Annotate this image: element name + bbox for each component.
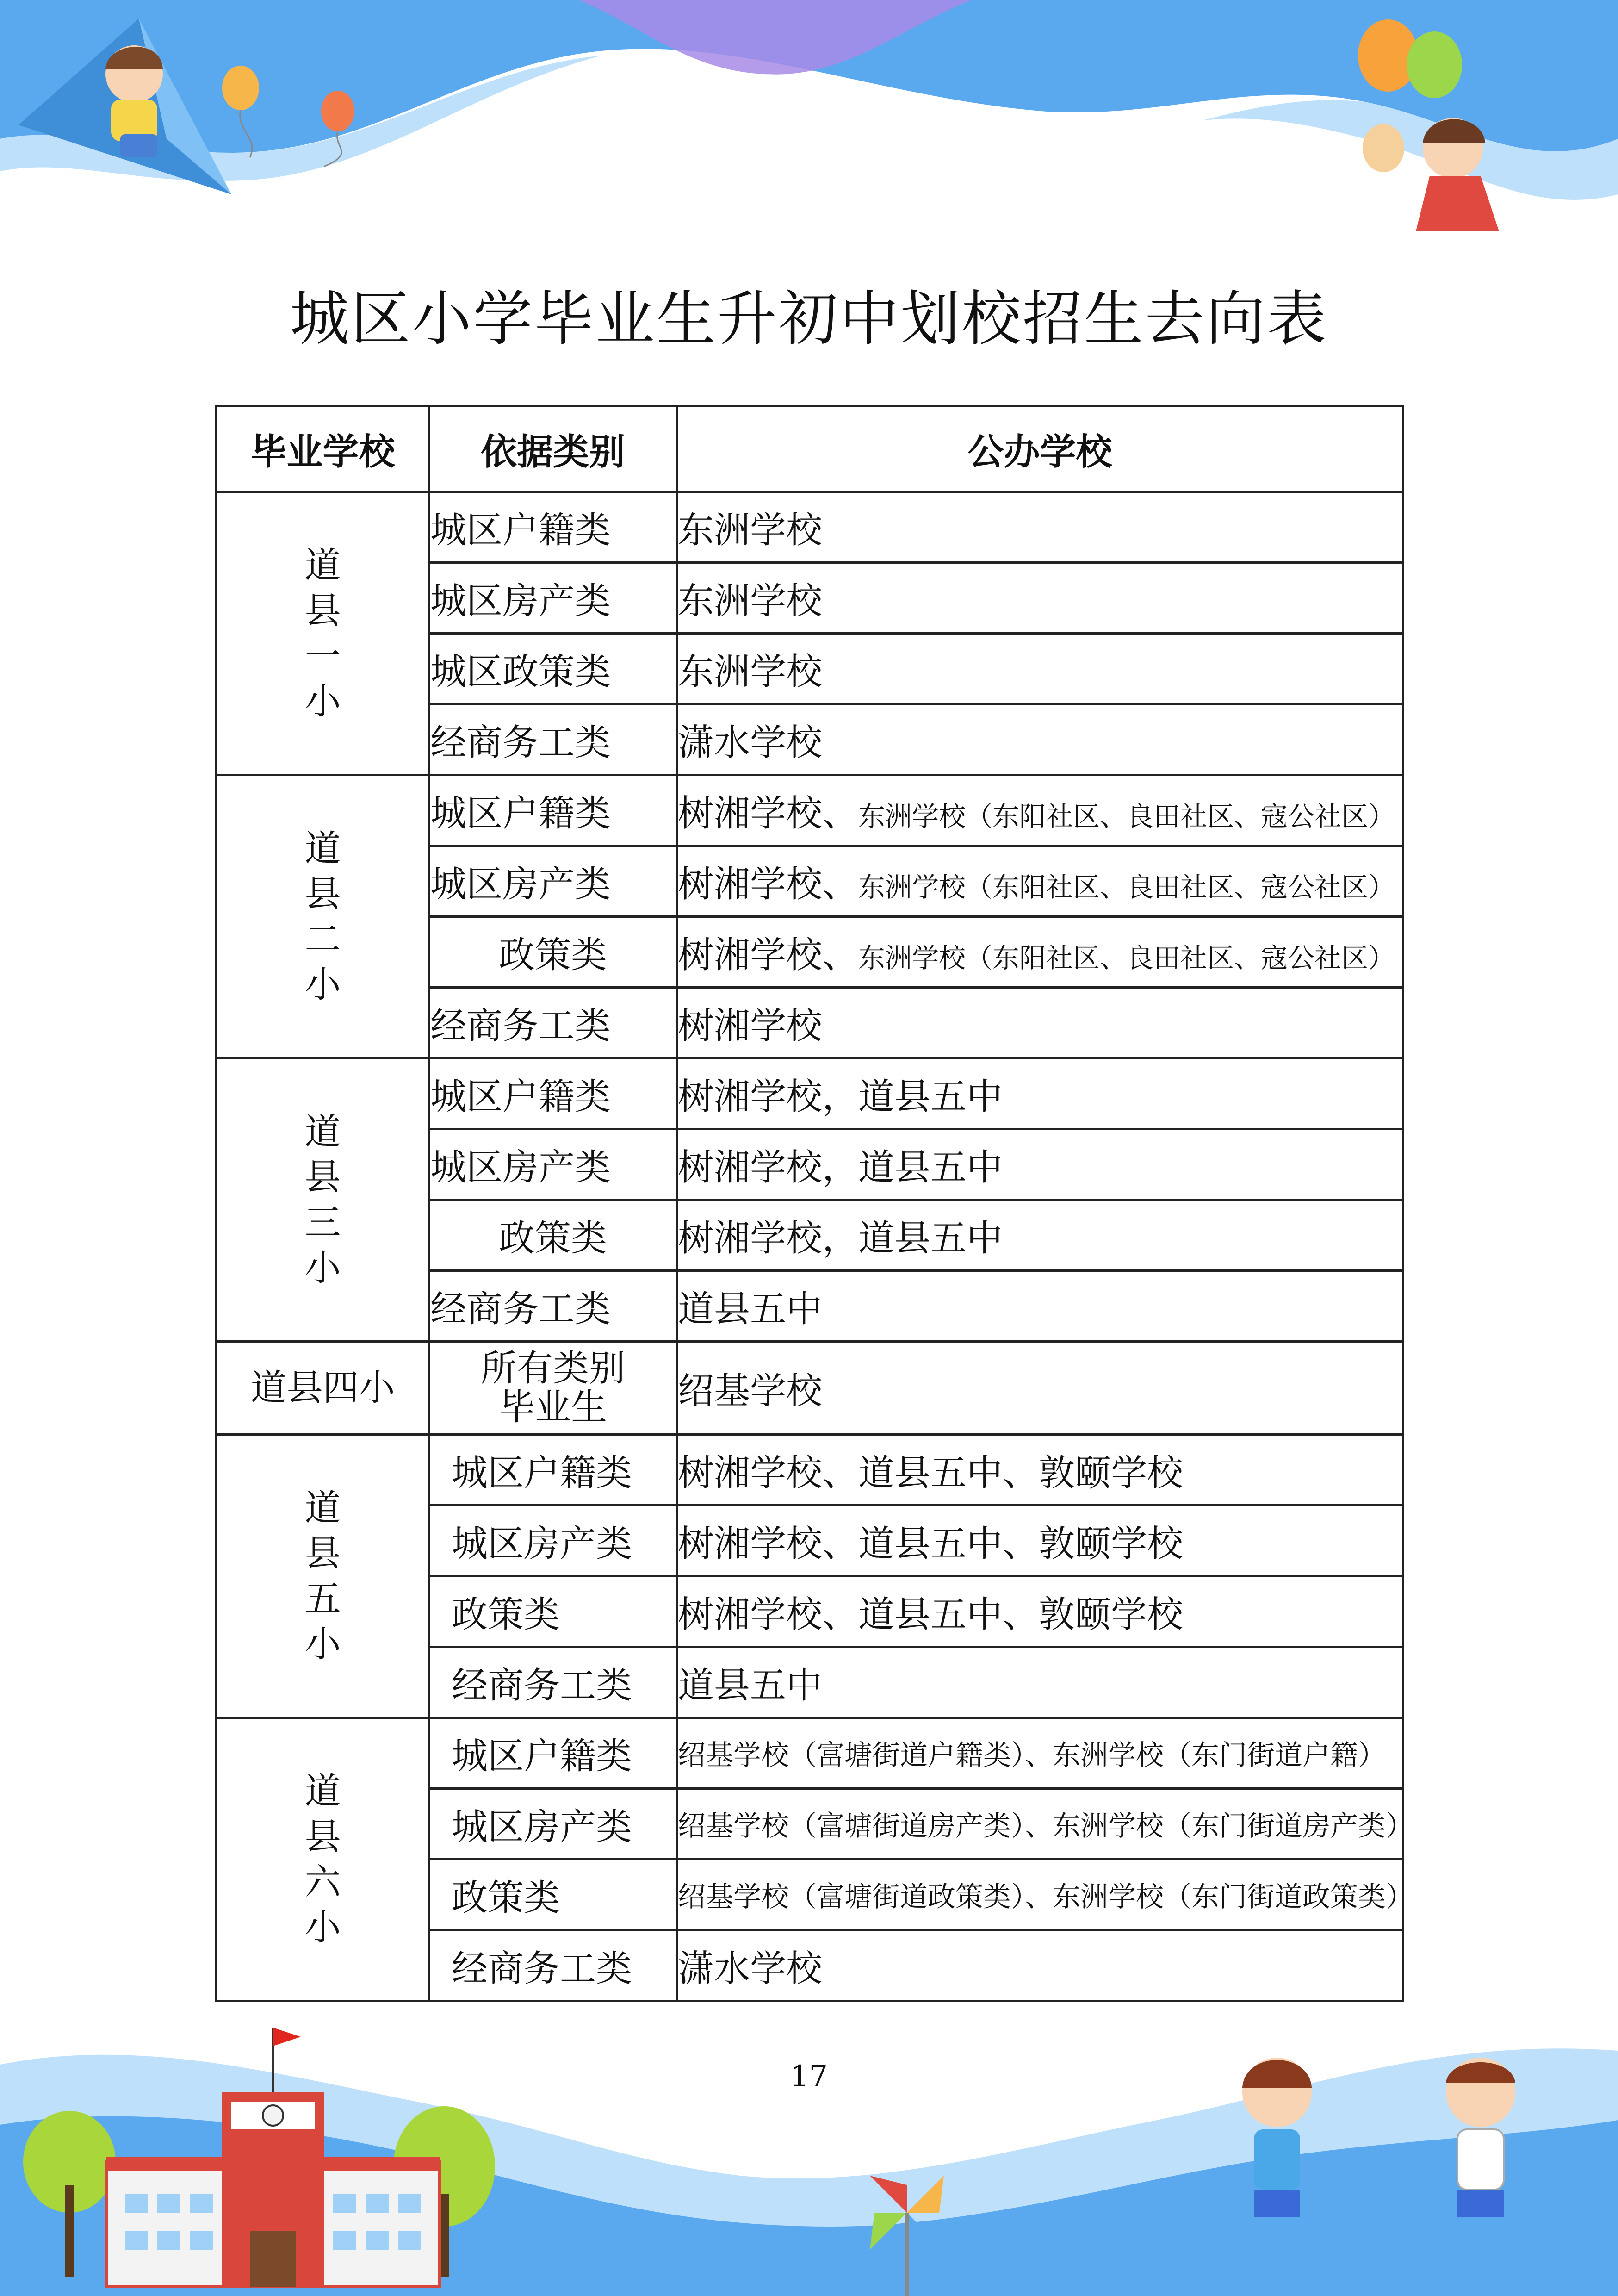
- table-row: [217, 775, 1403, 846]
- destination-cell: 树湘学校、东洲学校（东阳社区、良田社区、寇公社区）: [677, 846, 1403, 917]
- graduating-school-cell: 道县六小: [217, 1718, 429, 2001]
- category-cell: 城区户籍类: [429, 1435, 677, 1506]
- destination-cell: 树湘学校: [677, 988, 1403, 1058]
- school-allocation-table: [215, 405, 1413, 2002]
- header-public-school: 公办学校: [677, 406, 1403, 492]
- category-cell: 经商务工类: [429, 1271, 677, 1342]
- destination-cell: 树湘学校、道县五中、敦颐学校: [677, 1576, 1403, 1647]
- table-row: [217, 1342, 1403, 1435]
- category-cell: 城区房产类: [429, 1129, 677, 1200]
- destination-cell: 绍基学校（富塘街道户籍类）、东洲学校（东门街道户籍）: [677, 1718, 1403, 1789]
- category-cell: 城区户籍类: [429, 1058, 677, 1129]
- category-cell: 城区房产类: [429, 563, 677, 634]
- destination-cell: 东洲学校: [677, 563, 1403, 634]
- category-cell: 政策类: [429, 917, 677, 988]
- destination-cell: 潇水学校: [677, 1930, 1403, 2001]
- table-row: [217, 1718, 1403, 1789]
- category-cell: 政策类: [429, 1200, 677, 1271]
- header-graduating-school: 毕业学校: [217, 406, 429, 492]
- destination-cell: 树湘学校、道县五中、敦颐学校: [677, 1435, 1403, 1506]
- category-cell: 城区政策类: [429, 634, 677, 704]
- destination-cell: 树湘学校、道县五中、敦颐学校: [677, 1506, 1403, 1576]
- destination-cell: 潇水学校: [677, 704, 1403, 775]
- table-header-row: [217, 406, 1403, 492]
- header-category: 依据类别: [429, 406, 677, 492]
- graduating-school-cell: 道县四小: [217, 1342, 429, 1435]
- destination-cell: 树湘学校，道县五中: [677, 1200, 1403, 1271]
- graduating-school-cell: 道县五小: [217, 1435, 429, 1718]
- destination-cell: 东洲学校: [677, 492, 1403, 563]
- destination-cell: 树湘学校，道县五中: [677, 1058, 1403, 1129]
- category-cell: 经商务工类: [429, 704, 677, 775]
- graduating-school-cell: 道县二小: [217, 775, 429, 1058]
- destination-cell: 道县五中: [677, 1271, 1403, 1342]
- category-cell: 城区户籍类: [429, 492, 677, 563]
- category-cell: 城区房产类: [429, 1506, 677, 1576]
- page-number: 17: [790, 2060, 828, 2094]
- destination-cell: 道县五中: [677, 1647, 1403, 1718]
- destination-cell: 树湘学校，道县五中: [677, 1129, 1403, 1200]
- destination-cell: 东洲学校: [677, 634, 1403, 704]
- graduating-school-cell: 道县三小: [217, 1058, 429, 1342]
- category-cell: 政策类: [429, 1576, 677, 1647]
- destination-cell: 树湘学校、东洲学校（东阳社区、良田社区、寇公社区）: [677, 917, 1403, 988]
- table-row: [217, 492, 1403, 563]
- destination-cell: 树湘学校、东洲学校（东阳社区、良田社区、寇公社区）: [677, 775, 1403, 846]
- top-decorative-banner: [0, 0, 1618, 259]
- category-cell: 城区户籍类: [429, 1718, 677, 1789]
- destination-cell: 绍基学校: [677, 1342, 1403, 1435]
- table-row: [217, 1058, 1403, 1129]
- document-title: 城区小学毕业生升初中划校招生去向表: [290, 285, 1328, 354]
- table-row: [217, 1435, 1403, 1506]
- category-cell: 经商务工类: [429, 1647, 677, 1718]
- category-cell: 政策类: [429, 1860, 677, 1930]
- category-cell: 城区房产类: [429, 846, 677, 917]
- bottom-decorative-banner: [0, 2009, 1618, 2296]
- category-cell: 所有类别毕业生: [429, 1342, 677, 1435]
- category-cell: 城区房产类: [429, 1789, 677, 1860]
- destination-cell: 绍基学校（富塘街道政策类）、东洲学校（东门街道政策类）: [677, 1860, 1403, 1930]
- category-cell: 城区户籍类: [429, 775, 677, 846]
- category-cell: 经商务工类: [429, 1930, 677, 2001]
- graduating-school-cell: 道县一小: [217, 492, 429, 775]
- destination-cell: 绍基学校（富塘街道房产类）、东洲学校（东门街道房产类）: [677, 1789, 1403, 1860]
- category-cell: 经商务工类: [429, 988, 677, 1058]
